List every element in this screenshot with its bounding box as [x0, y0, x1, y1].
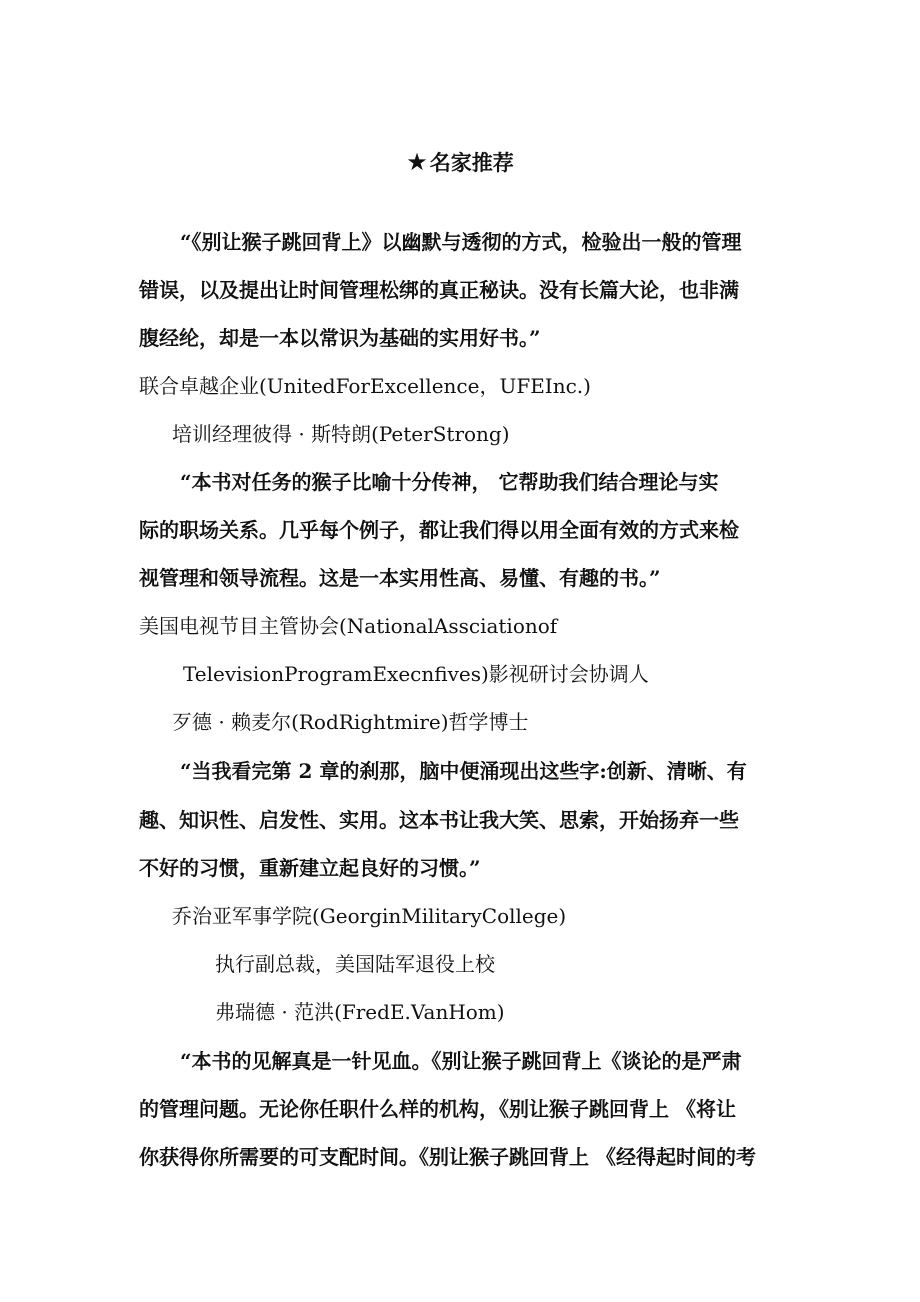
endorsement-2-quote-line-1: “本书对任务的猴子比喻十分传神， 它帮助我们结合理论与实: [180, 470, 719, 494]
endorsement-2-organization: 美国电视节目主管协会(NationalAssciationof: [139, 614, 558, 638]
section-title-text: 名家推荐: [429, 150, 514, 175]
endorsement-3-title: 执行副总裁，美国陆军退役上校: [215, 952, 495, 976]
endorsement-4-quote-line-1: “本书的见解真是一针见血。《别让猴子跳回背上《谈论的是严肃: [180, 1049, 742, 1073]
endorsement-3-quote-line-1: “当我看完第 2 章的刹那，脑中便涌现出这些字:创新、清晰、有: [180, 759, 747, 783]
endorsement-2-person: 歹德 · 赖麦尔(RodRightmire)哲学博士: [172, 710, 529, 734]
endorsement-1-person: 培训经理彼得 · 斯特朗(PeterStrong): [172, 422, 510, 446]
endorsement-3-organization: 乔治亚军事学院(GeorginMilitaryCollege): [172, 904, 567, 928]
endorsement-3-person: 弗瑞德 · 范洪(FredE.VanHom): [215, 1000, 505, 1024]
endorsement-1-quote-line-2: 错误，以及提出让时间管理松绑的真正秘诀。没有长篇大论，也非满: [139, 278, 739, 302]
endorsement-1-quote-line-1: “《别让猴子跳回背上》以幽默与透彻的方式，检验出一般的管理: [180, 230, 742, 254]
endorsement-1-organization: 联合卓越企业(UnitedForExcellence，UFEInc.): [139, 374, 591, 398]
endorsement-4-quote-line-2: 的管理问题。无论你任职什么样的机构，《别让猴子跳回背上 《将让: [139, 1097, 736, 1121]
section-title: [0, 146, 920, 179]
endorsement-1-quote-line-3: 腹经纶，却是一本以常识为基础的实用好书。”: [139, 326, 541, 350]
endorsement-3-quote-line-3: 不好的习惯，重新建立起良好的习惯。”: [139, 856, 481, 880]
endorsement-4-quote-line-3: 你获得你所需要的可支配时间。《别让猴子跳回背上 《经得起时间的考: [139, 1145, 756, 1169]
endorsement-3-quote-line-2: 趣、知识性、启发性、实用。这本书让我大笑、思索，开始扬弃一些: [139, 808, 739, 832]
endorsement-2-quote-line-2: 际的职场关系。几乎每个例子，都让我们得以用全面有效的方式来检: [139, 518, 739, 542]
star-icon: ★: [406, 148, 428, 176]
endorsement-2-quote-line-3: 视管理和领导流程。这是一本实用性高、易懂、有趣的书。”: [139, 566, 661, 590]
endorsement-2-organization-cont: TelevisionProgramExecnfives)影视研讨会协调人: [183, 662, 649, 686]
